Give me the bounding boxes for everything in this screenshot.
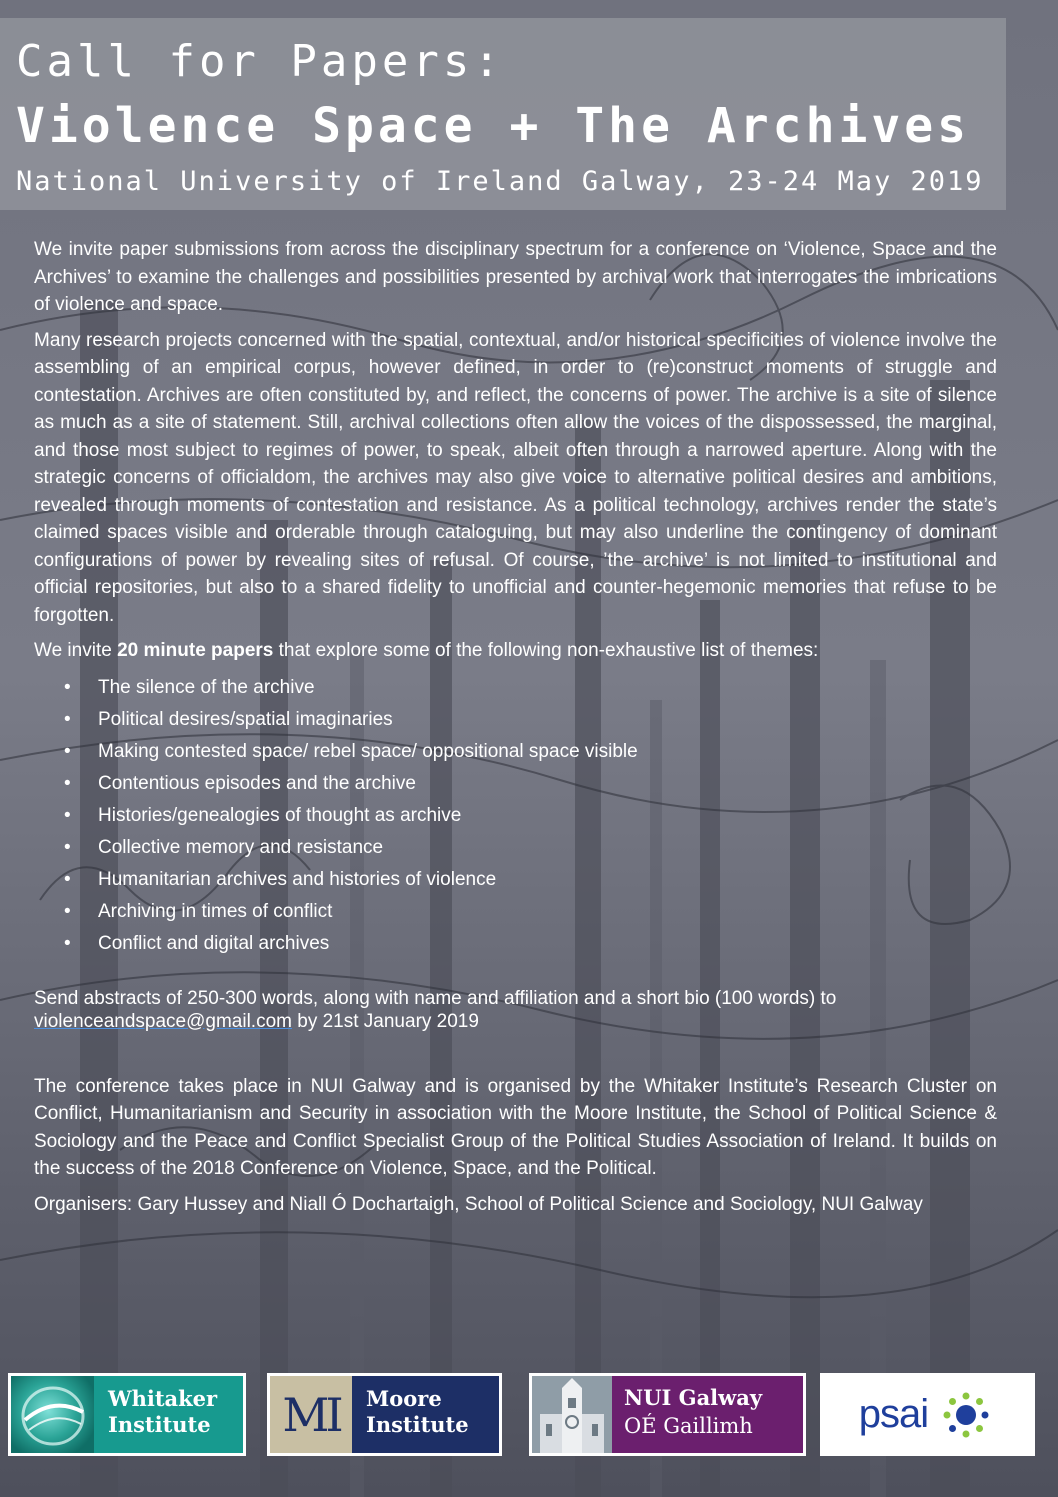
list-item: • Collective memory and resistance <box>34 835 997 867</box>
whitaker-line2: Institute <box>108 1412 211 1437</box>
invite-paragraph <box>34 637 997 665</box>
email-link[interactable]: violenceandspace@gmail.com <box>34 1010 292 1032</box>
themes-list <box>34 675 997 963</box>
invite-suffix: that explore some of the following non-exhaustive list of themes: <box>273 640 819 661</box>
list-item: • Contentious episodes and the archive <box>34 771 997 803</box>
about-paragraph: The conference takes place in NUI Galway and is organised by the Whitaker Institute’s Research Cluster on Conflict, Humanitarianism and Security in association with the Moore Institute, the School of Political Science & Sociology and the Peace and Conflict Specialist Group of the Political Studies Association of Ireland. It builds on the success of the 2018 Conference on Violence, Space, and the Political. <box>34 1075 997 1179</box>
sponsor-logos <box>0 1373 1058 1458</box>
list-item: • The silence of the archive <box>34 675 997 707</box>
list-item: • Histories/genealogies of thought as archive <box>34 803 997 835</box>
header-band <box>0 18 1006 210</box>
moore-line1: Moore <box>366 1386 442 1411</box>
send-text: Send abstracts of 250-300 words, along with name and affiliation and a short bio (100 words) to <box>34 987 837 1009</box>
bullet-icon: • <box>64 772 71 794</box>
psai-text: psai <box>858 1392 929 1436</box>
nui-galway-logo <box>529 1373 806 1456</box>
bullet-icon: • <box>64 804 71 826</box>
list-item: • Making contested space/ rebel space/ oppositional space visible <box>34 739 997 771</box>
venue-and-date: National University of Ireland Galway, 23-24 May 2019 <box>16 166 984 197</box>
moore-line2: Institute <box>366 1412 469 1437</box>
quadrangle-tower-icon <box>532 1376 612 1453</box>
organisers-paragraph: Organisers: Gary Hussey and Niall Ó Dochartaigh, School of Political Science and Sociology, NUI Galway <box>34 1193 923 1215</box>
submission-instructions <box>34 987 997 1033</box>
globe-icon <box>11 1376 94 1453</box>
description-paragraph: Many research projects concerned with the spatial, contextual, and/or historical specificities of violence involve the assembling of an empirical corpus, however defined, in order to (re)construct moments of struggle and contestation. Archives are often constituted by, and reflect, the concerns of power. The archive is a site of silence as much as a site of statement. Still, archival collections often allow the voices of the dispossessed, the marginal, and those most subject to regimes of power, to speak, albeit often through a narrowed aperture. Along with the strategic concerns of officialdom, the archives may also give voice to alternative political desires and ambitions, revealed through moments of contestation and resistance. As a political technology, archives render the state’s claimed spaces visible and orderable through cataloguing, but may also underline the contingency of dominant configurations of power by revealing sites of refusal. Of course, ’the archive’ is not limited to institutional and official repositories, but also to a shared fidelity to unofficial and counter-hegemonic memories that refuse to be forgotten. <box>34 329 997 626</box>
moore-institute-logo <box>267 1373 502 1456</box>
main-content <box>34 236 997 1224</box>
conference-title: Violence Space + The Archives <box>16 98 971 154</box>
bullet-icon: • <box>64 708 71 730</box>
bullet-icon: • <box>64 836 71 858</box>
whitaker-line1: Whitaker <box>108 1386 218 1411</box>
psai-logo <box>820 1373 1035 1456</box>
bullet-icon: • <box>64 740 71 762</box>
list-item: • Political desires/spatial imaginaries <box>34 707 997 739</box>
invite-prefix: We invite <box>34 640 118 661</box>
bullet-icon: • <box>64 900 71 922</box>
bullet-icon: • <box>64 868 71 890</box>
whitaker-institute-logo <box>8 1373 246 1456</box>
bullet-icon: • <box>64 932 71 954</box>
psai-dots-icon <box>936 1385 996 1445</box>
list-item: • Humanitarian archives and histories of violence <box>34 867 997 899</box>
moore-mark: MI <box>270 1376 352 1453</box>
list-item: • Conflict and digital archives <box>34 931 997 963</box>
list-item: • Archiving in times of conflict <box>34 899 997 931</box>
deadline-text: by 21st January 2019 <box>291 1010 479 1032</box>
intro-paragraph: We invite paper submissions from across the disciplinary spectrum for a conference on ‘Violence, Space and the Archives’ to examine the challenges and possibilities presented by archival work that interrogates the imbrications of violence and space. <box>34 239 997 315</box>
nui-line1: NUI Galway <box>624 1385 763 1410</box>
invite-bold: 20 minute papers <box>117 640 274 661</box>
bullet-icon: • <box>64 676 71 698</box>
call-for-papers-label: Call for Papers: <box>16 36 504 87</box>
nui-line2: OÉ Gaillimh <box>624 1414 753 1438</box>
